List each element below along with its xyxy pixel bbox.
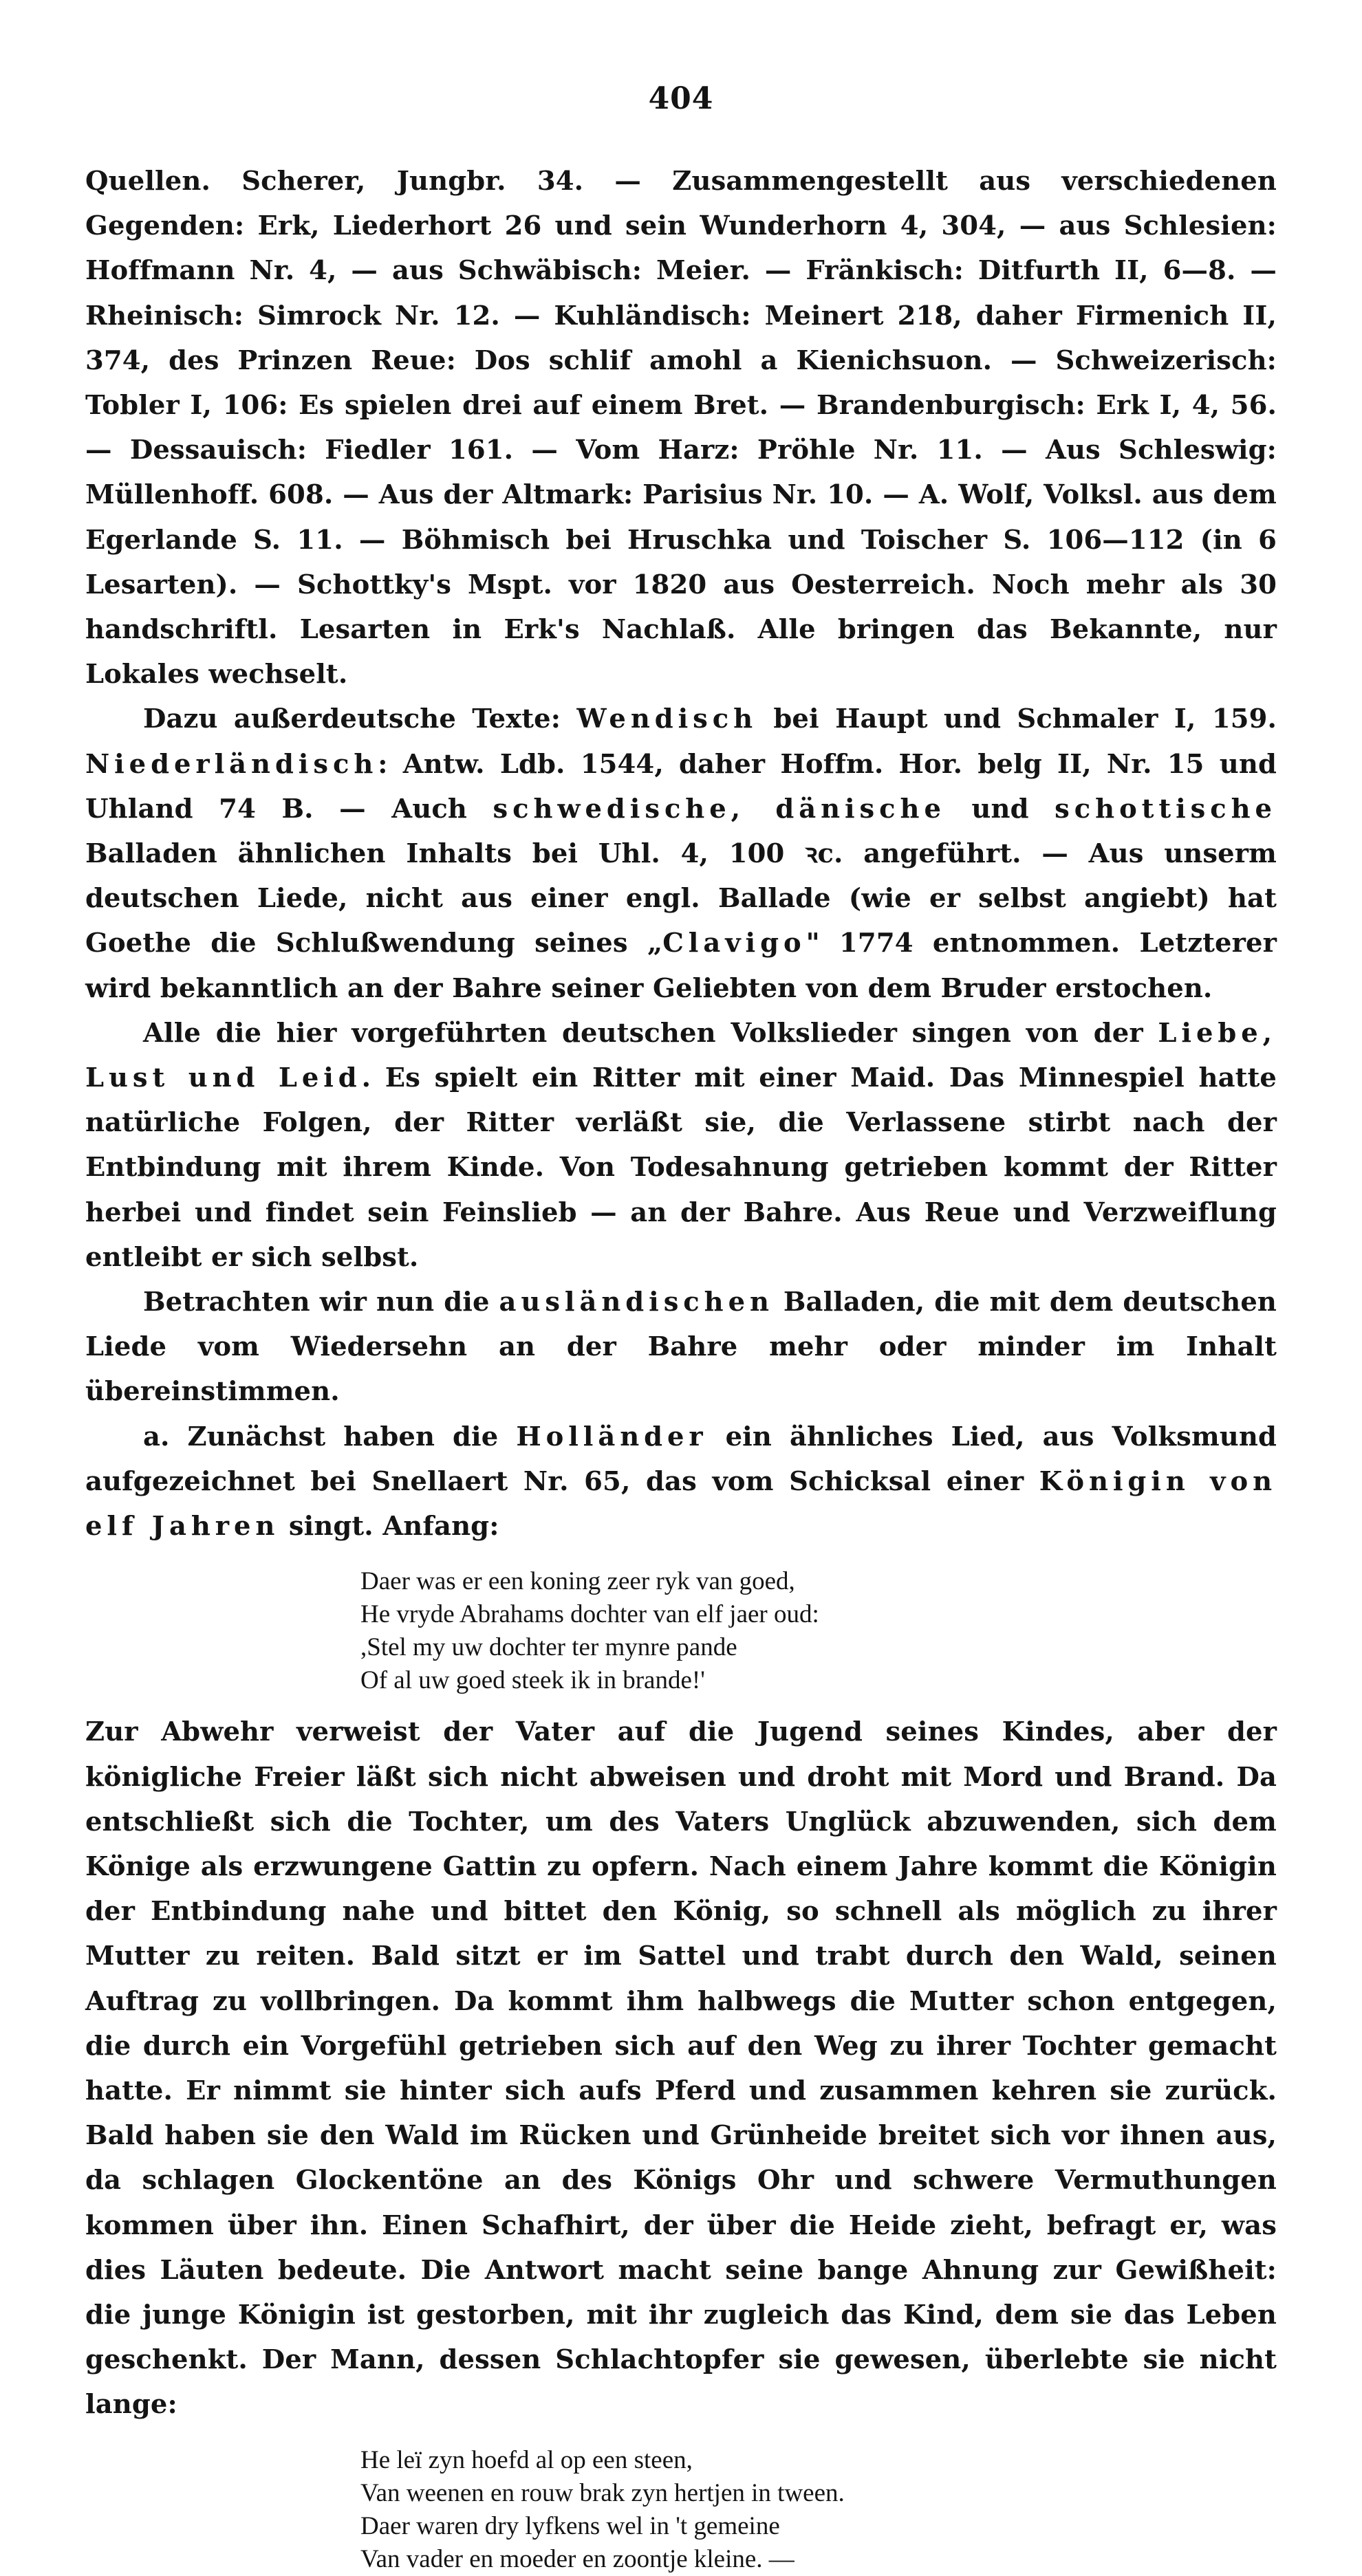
verse-line: Of al uw goed steek ik in brande!' (360, 1666, 705, 1695)
verse-line: Van weenen en rouw brak zyn hertjen in tween. (360, 2478, 845, 2507)
verse-line: ,Stel my uw dochter ter mynre pande (360, 1633, 737, 1662)
verse-line: Van vader en moeder en zoontje kleine. — (360, 2544, 794, 2573)
paragraph-foreign-ballads: Betrachten wir nun die ausländischen Balladen, die mit dem deutschen Liede vom Wiedersehn an der Bahre mehr oder minder im Inhalt übereinstimmen. (85, 1287, 1277, 1408)
paragraph-summary: Alle die hier vorgeführten deutschen Volkslieder singen von der Liebe, Lust und Leid. Es spielt ein Ritter mit einer Maid. Das Minnespiel hatte natürliche Folgen, der Ritter verläßt sie, die Verlassene stirbt nach der Entbindung mit ihrem Kinde. Von Todesahnung getrieben kommt der Ritter herbei und findet sein Feinslieb — an der Bahre. Aus Reue und Verzweiflung entleibt er sich selbst. (85, 1017, 1277, 1273)
paragraph-story: Zur Abwehr verweist der Vater auf die Jugend seines Kindes, aber der königliche Freier läßt sich nicht abweisen und droht mit Mord und Brand. Da entschließt sich die Tochter, um des Vaters Unglück abzuwenden, sich dem Könige als erzwungene Gattin zu opfern. Nach einem Jahre kommt die Königin der Entbindung nahe und bittet den König, so schnell als möglich zu ihrer Mutter zu reiten. Bald sitzt er im Sattel und trabt durch den Wald, seinen Auftrag zu vollbringen. Da kommt ihm halbwegs die Mutter schon entgegen, die durch ein Vorgefühl getrieben sich auf den Weg zu ihrer Tochter gemacht hatte. Er nimmt sie hinter sich aufs Pferd und zusammen kehren sie zurück. Bald haben sie den Wald im Rücken und Grünheide breitet sich vor ihnen aus, da schlagen Glockentöne an des Königs Ohr und schwere Vermuthungen kommen über ihn. Einen Schafhirt, der über die Heide zieht, befragt er, was dies Läuten bedeute. Die Antwort macht seine bange Ahnung zur Gewißheit: die junge Königin ist gestorben, mit ihr zugleich das Kind, dem sie das Leben geschenkt. Der Mann, dessen Schlachtopfer sie gewesen, überlebte sie nicht lange: (85, 1716, 1277, 2421)
verse-line: He vryde Abrahams dochter van elf jaer oud: (360, 1600, 819, 1629)
verse-block-dutch-opening (360, 1565, 1277, 1697)
page-number: 404 (648, 81, 714, 116)
verse-line: He leï zyn hoefd al op een steen, (360, 2445, 693, 2474)
paragraph-dutch-song: a. Zunächst haben die Holländer ein ähnliches Lied, aus Volksmund aufgezeichnet bei Snellaert Nr. 65, das vom Schicksal einer Königin von elf Jahren singt. Anfang: (85, 1421, 1277, 1542)
paragraph-foreign-texts: Dazu außerdeutsche Texte: Wendisch bei Haupt und Schmaler I, 159. Niederländisch: Antw. Ldb. 1544, daher Hoffm. Hor. belg II, Nr. 15 und Uhland 74 B. — Auch schwedische, dänische und schottische Balladen ähnlichen Inhalts bei Uhl. 4, 100 ꝛc. angeführt. — Aus unserm deutschen Liede, nicht aus einer engl. Ballade (wie er selbst angiebt) hat Goethe die Schlußwendung seines „Clavigo" 1774 entnommen. Letzterer wird bekanntlich an der Bahre seiner Geliebten von dem Bruder erstochen. (85, 703, 1277, 1004)
paragraph-sources: Quellen. Scherer, Jungbr. 34. — Zusammengestellt aus verschiedenen Gegenden: Erk, Liederhort 26 und sein Wunderhorn 4, 304, — aus Schlesien: Hoffmann Nr. 4, — aus Schwäbisch: Meier. — Fränkisch: Ditfurth II, 6—8. — Rheinisch: Simrock Nr. 12. — Kuhländisch: Meinert 218, daher Firmenich II, 374, des Prinzen Reue: Dos schlif amohl a Kienichsuon. — Schweizerisch: Tobler I, 106: Es spielen drei auf einem Bret. — Brandenburgisch: Erk I, 4, 56. — Dessauisch: Fiedler 161. — Vom Harz: Pröhle Nr. 11. — Aus Schleswig: Müllenhoff. 608. — Aus der Altmark: Parisius Nr. 10. — A. Wolf, Volksl. aus dem Egerlande S. 11. — Böhmisch bei Hruschka und Toischer S. 106—112 (in 6 Lesarten). — Schottky's Mspt. vor 1820 aus Oesterreich. Noch mehr als 30 handschriftl. Lesarten in Erk's Nachlaß. Alle bringen das Bekannte, nur Lokales wechselt. (85, 166, 1277, 690)
verse-block-dutch-ending (360, 2444, 1277, 2576)
verse-line: Daer was er een koning zeer ryk van goed, (360, 1567, 795, 1596)
verse-line: Daer waren dry lyfkens wel in 't gemeine (360, 2511, 780, 2540)
